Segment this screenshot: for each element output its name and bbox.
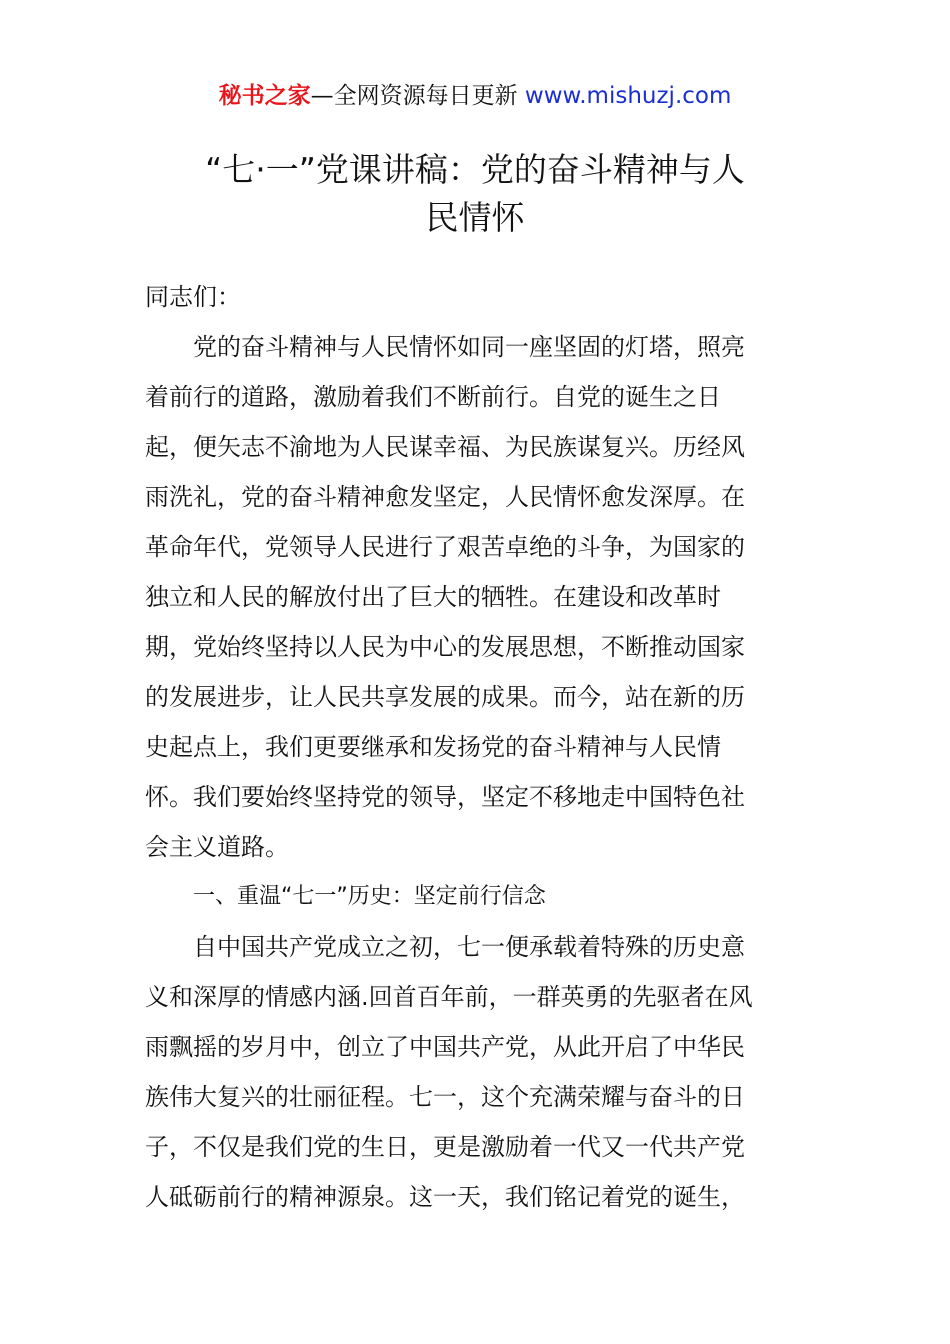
paragraph-section-1 [145, 922, 810, 1222]
text-line: 怀。我们要始终坚持党的领导，坚定不移地走中国特色社 [145, 783, 745, 811]
text-line: 义和深厚的情感内涵.回首百年前，一群英勇的先驱者在风 [145, 983, 753, 1011]
site-tagline: —全网资源每日更新 [310, 83, 525, 109]
text-line: 自中国共产党成立之初，七一便承载着特殊的历史意 [193, 933, 745, 961]
text-line: 期，党始终坚持以人民为中心的发展思想，不断推动国家 [145, 633, 745, 661]
text-line: 的发展进步，让人民共享发展的成果。而今，站在新的历 [145, 683, 745, 711]
text-line: 独立和人民的解放付出了巨大的牺牲。在建设和改革时 [145, 583, 721, 611]
text-line: 人砥砺前行的精神源泉。这一天，我们铭记着党的诞生， [145, 1183, 745, 1211]
salutation-text: 同志们： [145, 283, 241, 311]
text-line: 雨洗礼，党的奋斗精神愈发坚定，人民情怀愈发深厚。在 [145, 483, 745, 511]
site-brand: 秘书之家 [218, 83, 311, 109]
text-line: 史起点上，我们更要继承和发扬党的奋斗精神与人民情 [145, 733, 721, 761]
text-line: 革命年代，党领导人民进行了艰苦卓绝的斗争，为国家的 [145, 533, 745, 561]
text-line: 党的奋斗精神与人民情怀如同一座坚固的灯塔，照亮 [193, 333, 745, 361]
section-heading-1: 一、重温“七一”历史：坚定前行信念 [193, 884, 546, 909]
text-line: 子，不仅是我们党的生日，更是激励着一代又一代共产党 [145, 1133, 745, 1161]
text-line: 族伟大复兴的壮丽征程。七一，这个充满荣耀与奋斗的日 [145, 1083, 745, 1111]
salutation [145, 272, 810, 322]
text-line: 雨飘摇的岁月中，创立了中国共产党，从此开启了中华民 [145, 1033, 745, 1061]
text-line: 会主义道路。 [145, 833, 289, 861]
text-line: 着前行的道路，激励着我们不断前行。自党的诞生之日 [145, 383, 721, 411]
site-header [0, 80, 950, 112]
document-body [145, 272, 810, 1222]
title-line: 民情怀 [425, 198, 525, 238]
title-line: “七·一”党课讲稿：党的奋斗精神与人 [205, 150, 745, 190]
document-title [140, 146, 810, 242]
site-url-link[interactable]: www.mishuzj.com [524, 83, 732, 109]
paragraph-intro [145, 322, 810, 872]
text-line: 起，便矢志不渝地为人民谋幸福、为民族谋复兴。历经风 [145, 433, 745, 461]
